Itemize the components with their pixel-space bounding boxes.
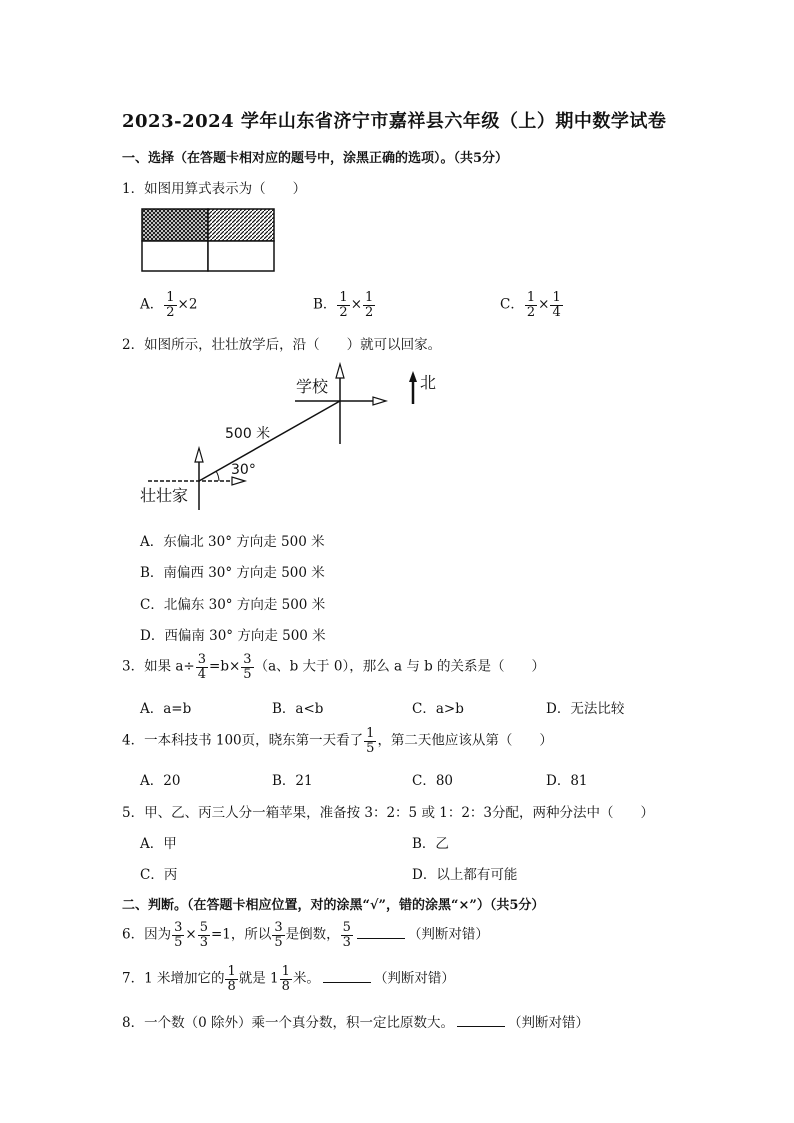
question-4: 4．一本科技书 100页，晓东第一天看了 $\frac{1}{5}$ ，第二天他应该从第（ ） [122,726,553,756]
q2-direction-diagram [130,358,450,513]
distance-label: 500 米 [225,426,271,442]
question-3: 3．如果 a÷ $\frac{3}{4}$ =b× $\frac{3}{5}$ （a、b 大于 0），那么 a 与 b 的关系是（ ） [122,652,546,682]
angle-arc [216,471,219,481]
question-2: 2．如图所示，壮壮放学后，沿（ ）就可以回家。 [122,337,442,353]
q3-option-c: C．a>b [412,701,464,717]
question-7: 7．1 米增加它的 $\frac{1}{8}$ 就是 1 $\frac{1}{8}$ 米。 （判断对错） [122,964,455,994]
q3-option-a: A．a=b [140,701,192,717]
q5-option-a: A．甲 [140,836,177,852]
q6-answer-blank[interactable] [357,926,405,939]
q4-option-c: C．80 [412,773,454,789]
home-label: 壮壮家 [140,486,189,505]
page-title: 2023-2024 学年山东省济宁市嘉祥县六年级（上）期中数学试卷 [122,111,667,132]
section-2-heading: 二、判断。（在答题卡相应位置，对的涂黑“√”，错的涂黑“×”）（共5分） [122,898,545,913]
q5-option-b: B．乙 [412,836,449,852]
q3-option-b: B．a<b [272,701,324,717]
school-north-arrow [336,364,344,378]
q1-hatched-cell [208,209,274,241]
north-label: 北 [420,373,437,392]
question-5: 5．甲、乙、丙三人分一箱苹果，准备按 3：2：5 或 1：2：3分配，两种分法中（ ） [122,805,654,821]
q2-option-d: D．西偏南 30° 方向走 500 米 [140,628,326,644]
q2-option-b: B．南偏西 30° 方向走 500 米 [140,565,325,581]
q1-option-b: B． $\frac{1}{2}$ × $\frac{1}{2}$ [313,290,374,320]
q1-fraction-figure [140,207,276,273]
school-east-arrow [373,397,386,405]
home-east-arrow [232,477,245,485]
q1-option-c: C． $\frac{1}{2}$ × $\frac{1}{4}$ [500,290,561,320]
q7-answer-blank[interactable] [323,970,371,983]
angle-label: 30° [231,462,256,478]
q1-empty-cell-right [208,241,274,271]
q4-option-b: B．21 [272,773,313,789]
q4-option-a: A．20 [140,773,181,789]
q8-answer-blank[interactable] [457,1014,505,1027]
question-1: 1．如图用算式表示为（ ） [122,181,307,197]
q3-option-d: D．无法比较 [546,701,625,717]
home-north-arrow [195,448,203,462]
q2-option-c: C．北偏东 30° 方向走 500 米 [140,597,326,613]
question-6: 6．因为 $\frac{3}{5}$ × $\frac{5}{3}$ =1，所以 $\frac{3}{5}$ 是倒数， $\frac{5}{3}$ （判断对错） [122,920,489,950]
school-label: 学校 [296,377,329,396]
q1-option-a: A． $\frac{1}{2}$ ×2 [140,290,198,320]
q4-option-d: D．81 [546,773,588,789]
q1-empty-cell-left [142,241,208,271]
q5-option-c: C．丙 [140,867,178,883]
q5-option-d: D．以上都有可能 [412,867,518,883]
north-indicator-arrow [409,371,417,382]
section-1-heading: 一、选择（在答题卡相对应的题号中，涂黑正确的选项）。（共5分） [122,151,509,166]
q2-option-a: A．东偏北 30° 方向走 500 米 [140,534,325,550]
q1-crosshatch-cell [142,209,208,241]
question-8: 8．一个数（0 除外）乘一个真分数，积一定比原数大。 （判断对错） [122,1015,589,1031]
